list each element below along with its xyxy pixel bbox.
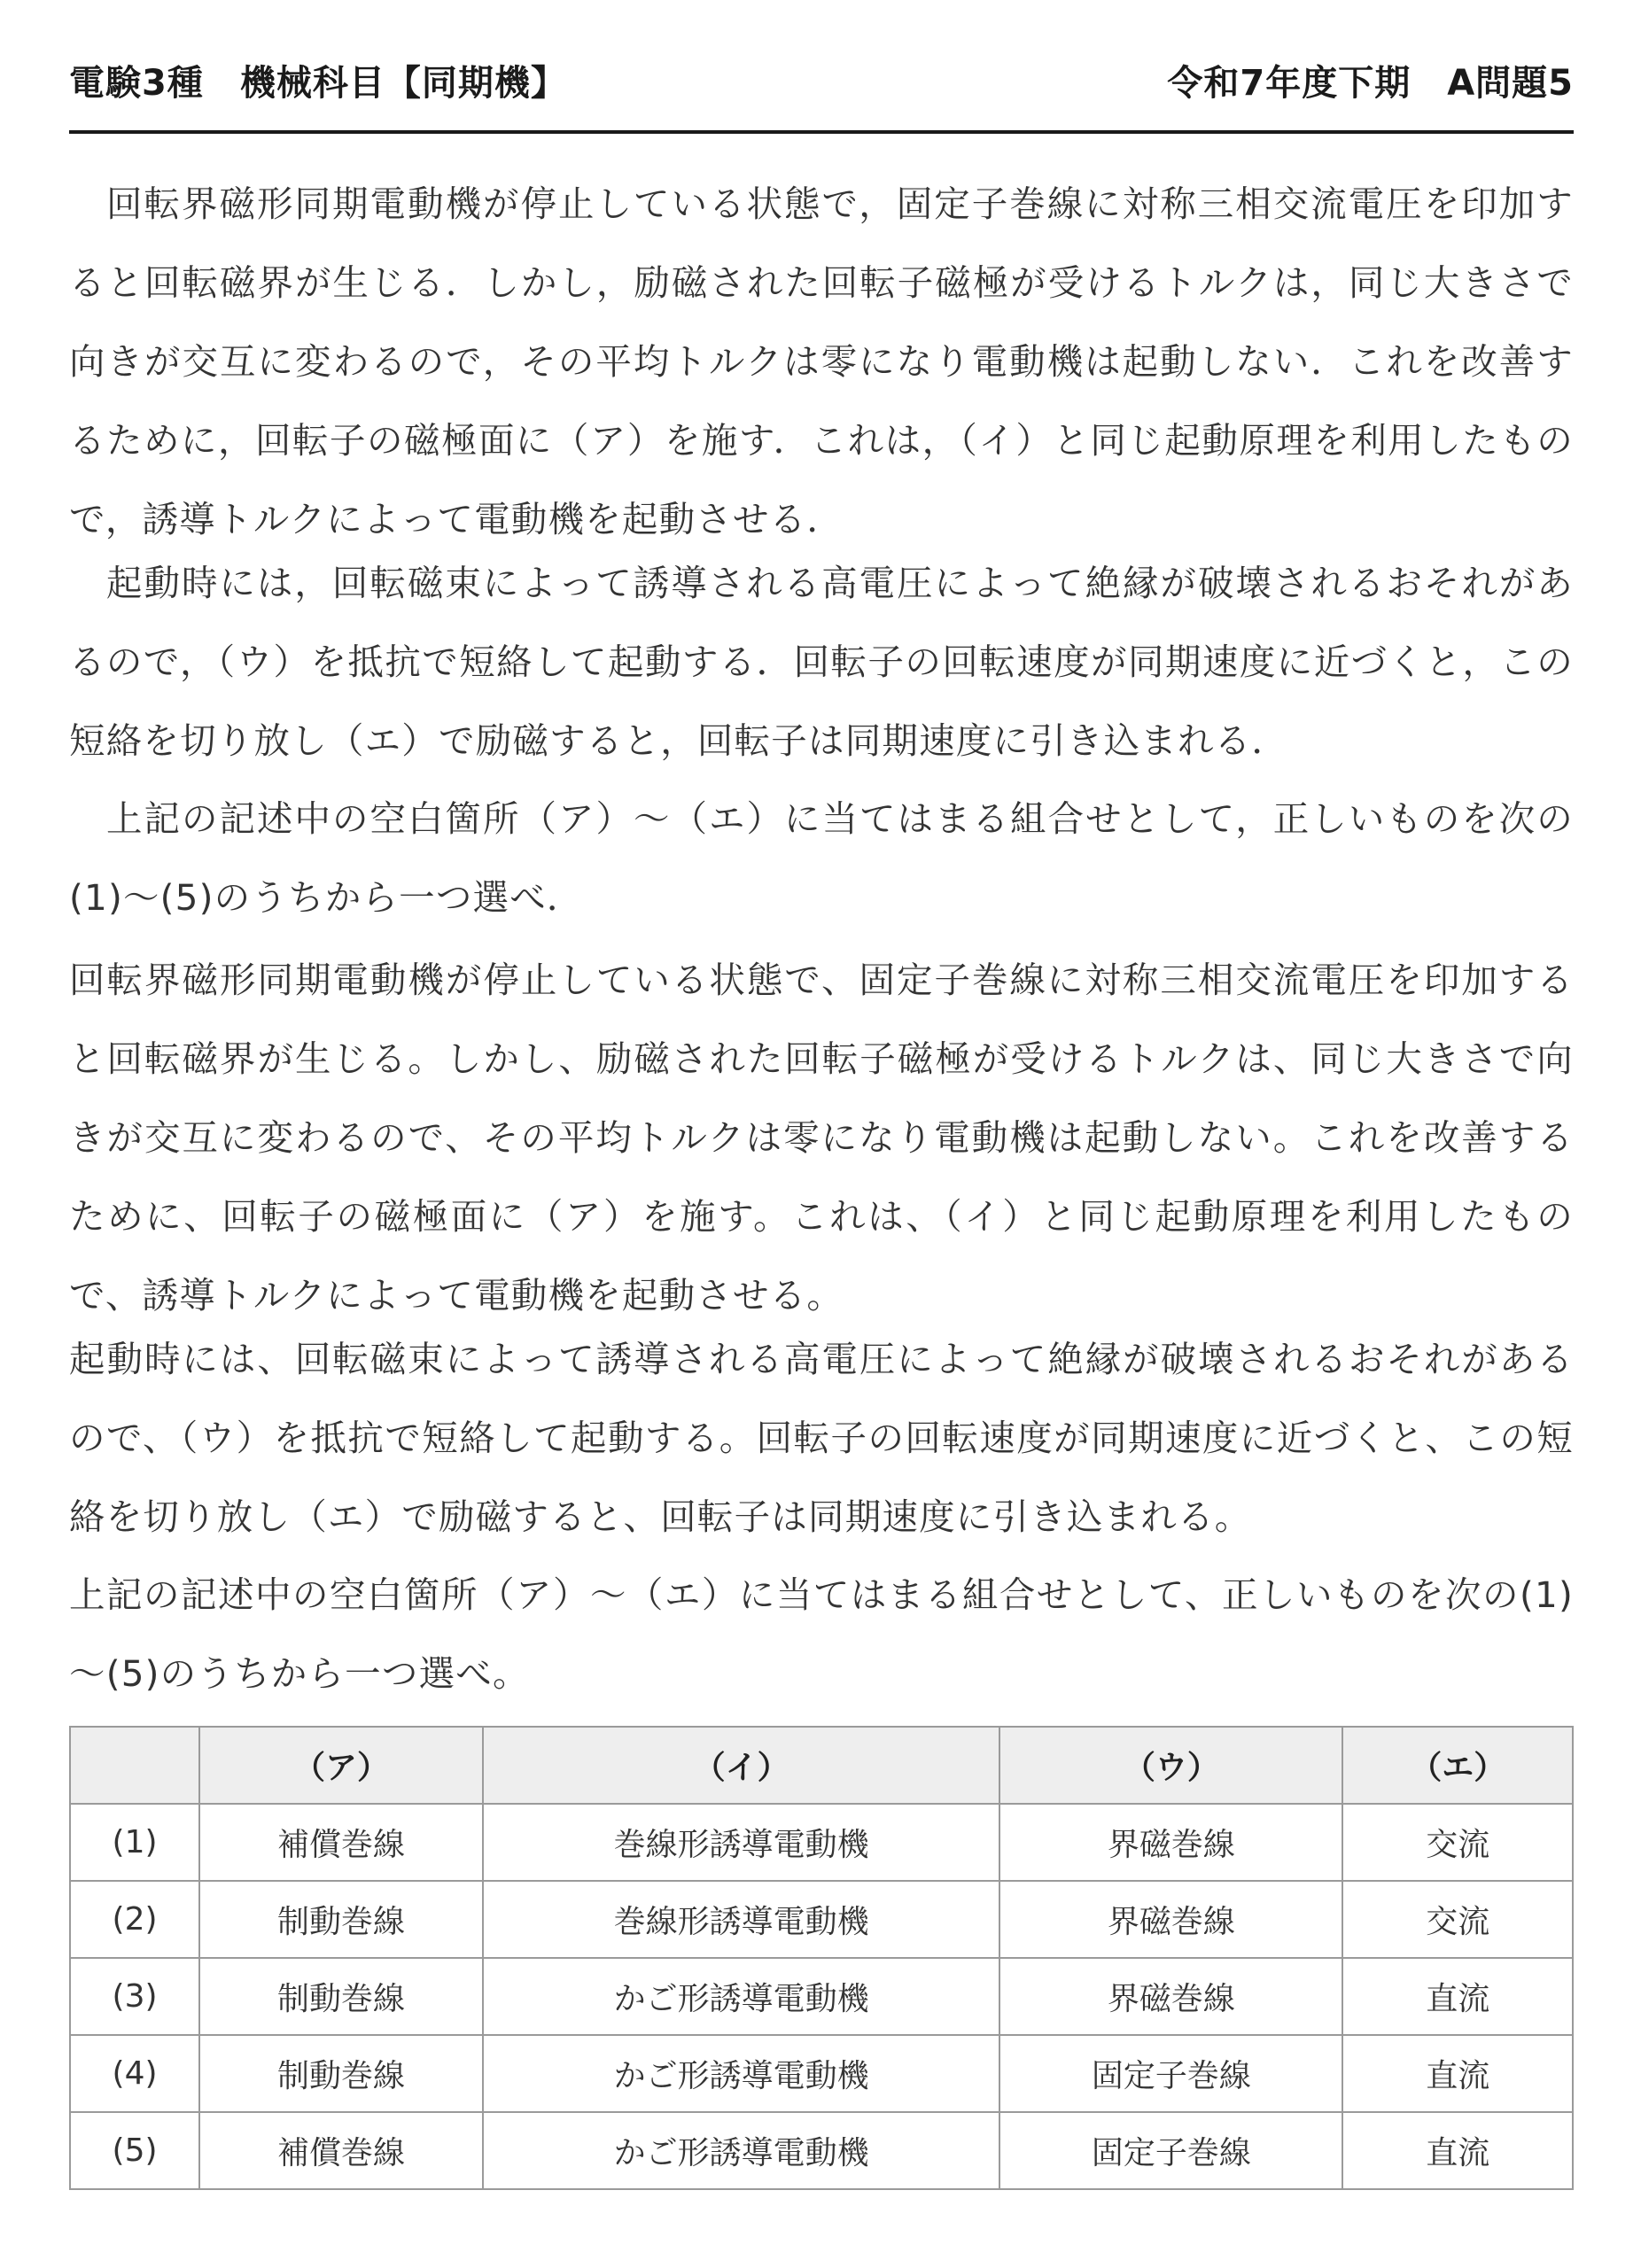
cell-i: かご形誘導電動機: [483, 2112, 999, 2189]
cell-e: 直流: [1342, 2112, 1573, 2189]
table-row: [70, 1881, 1573, 1958]
choice-number: (3): [70, 1958, 199, 2035]
header-divider: [69, 130, 1574, 134]
cell-e: 交流: [1342, 1881, 1573, 1958]
header-cell-i: （イ）: [483, 1727, 999, 1804]
cell-a: 補償巻線: [199, 2112, 483, 2189]
question-instruction-alt: 上記の記述中の空白箇所（ア）～（エ）に当てはまる組合せとして、正しいものを次の(1)～(5)のうちから一つ選べ。: [69, 1573, 1574, 1695]
cell-u: 界磁巻線: [999, 1804, 1342, 1881]
cell-i: 巻線形誘導電動機: [483, 1804, 999, 1881]
cell-e: 直流: [1342, 1958, 1573, 2035]
cell-u: 固定子巻線: [999, 2112, 1342, 2189]
choice-number: (1): [70, 1804, 199, 1881]
cell-e: 直流: [1342, 2035, 1573, 2112]
header-cell-e: （エ）: [1342, 1727, 1573, 1804]
table-row: [70, 2035, 1573, 2112]
header-cell-u: （ウ）: [999, 1727, 1342, 1804]
question-paragraph-1: 回転界磁形同期電動機が停止している状態で，固定子巻線に対称三相交流電圧を印加すると回転磁界が生じる．しかし，励磁された回転子磁極が受けるトルクは，同じ大きさで向きが交互に変わるので，その平均トルクは零になり電動機は起動しない．これを改善するために，回転子の磁極面に（ア）を施す．これは，（イ）と同じ起動原理を利用したもので，誘導トルクによって電動機を起動させる．: [69, 183, 1574, 540]
header-cell-a: （ア）: [199, 1727, 483, 1804]
cell-a: 補償巻線: [199, 1804, 483, 1881]
subject-title: 電験3種 機械科目【同期機】: [69, 63, 567, 104]
header-cell-blank: [70, 1727, 199, 1804]
cell-u: 界磁巻線: [999, 1958, 1342, 2035]
cell-u: 界磁巻線: [999, 1881, 1342, 1958]
table-row: [70, 2112, 1573, 2189]
cell-a: 制動巻線: [199, 1958, 483, 2035]
cell-e: 交流: [1342, 1804, 1573, 1881]
cell-i: かご形誘導電動機: [483, 2035, 999, 2112]
exam-question-id: 令和7年度下期 A問題5: [1167, 63, 1574, 104]
table-row: [70, 1804, 1573, 1881]
answer-choices-table: [69, 1726, 1574, 2190]
choice-number: (5): [70, 2112, 199, 2189]
question-paragraph-1-alt: 回転界磁形同期電動機が停止している状態で、固定子巻線に対称三相交流電圧を印加すると回転磁界が生じる。しかし、励磁された回転子磁極が受けるトルクは、同じ大きさで向きが交互に変わるので、その平均トルクは零になり電動機は起動しない。これを改善するために、回転子の磁極面に（ア）を施す。これは、（イ）と同じ起動原理を利用したもので、誘導トルクによって電動機を起動させる。: [69, 959, 1574, 1317]
choice-number: (4): [70, 2035, 199, 2112]
table-header-row: [70, 1727, 1573, 1804]
question-paragraph-2: 起動時には，回転磁束によって誘導される高電圧によって絶縁が破壊されるおそれがあるので，（ウ）を抵抗で短絡して起動する．回転子の回転速度が同期速度に近づくと，この短絡を切り放し（エ）で励磁すると，回転子は同期速度に引き込まれる．: [69, 562, 1574, 762]
question-paragraph-2-alt: 起動時には、回転磁束によって誘導される高電圧によって絶縁が破壊されるおそれがあるので、（ウ）を抵抗で短絡して起動する。回転子の回転速度が同期速度に近づくと、この短絡を切り放し（エ）で励磁すると、回転子は同期速度に引き込まれる。: [69, 1338, 1574, 1538]
question-instruction: 上記の記述中の空白箇所（ア）～（エ）に当てはまる組合せとして，正しいものを次の(1)～(5)のうちから一つ選べ．: [69, 797, 1574, 919]
cell-i: かご形誘導電動機: [483, 1958, 999, 2035]
cell-i: 巻線形誘導電動機: [483, 1881, 999, 1958]
page-header: [69, 46, 1574, 108]
cell-a: 制動巻線: [199, 2035, 483, 2112]
table-row: [70, 1958, 1573, 2035]
choice-number: (2): [70, 1881, 199, 1958]
cell-u: 固定子巻線: [999, 2035, 1342, 2112]
cell-a: 制動巻線: [199, 1881, 483, 1958]
